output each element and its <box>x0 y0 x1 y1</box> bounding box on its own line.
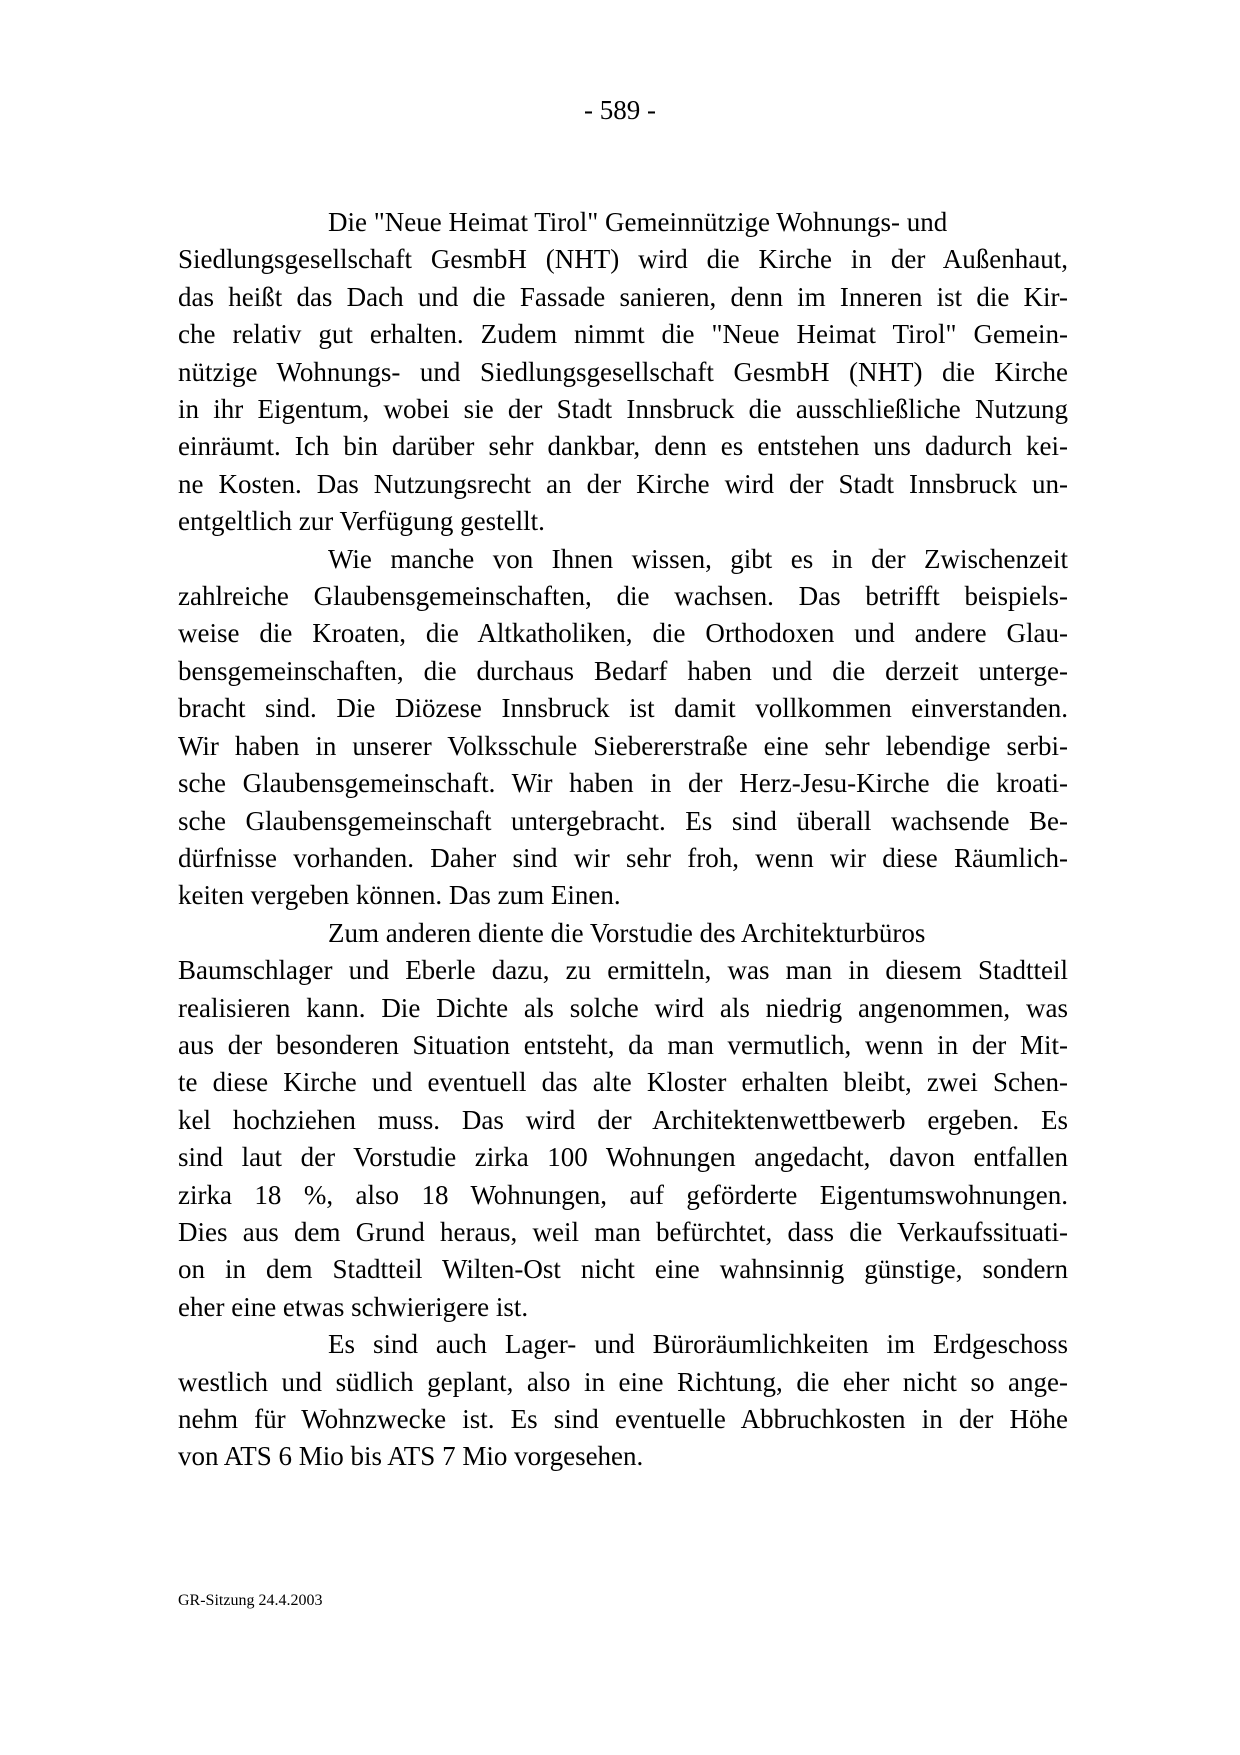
text-line: dürfnisse vorhanden. Daher sind wir sehr froh, wenn wir diese Räumlich- <box>178 842 1068 873</box>
text-line: einräumt. Ich bin darüber sehr dankbar, denn es entstehen uns dadurch kei- <box>178 431 1068 462</box>
text-line: ne Kosten. Das Nutzungsrecht an der Kirche wird der Stadt Innsbruck un- <box>178 468 1068 499</box>
text-line: entgeltlich zur Verfügung gestellt. <box>178 506 545 537</box>
text-line: sche Glaubensgemeinschaft. Wir haben in der Herz-Jesu-Kirche die kroati- <box>178 768 1068 799</box>
text-line: on in dem Stadtteil Wilten-Ost nicht eine wahnsinnig günstige, sondern <box>178 1254 1068 1285</box>
paragraph <box>178 204 1068 541</box>
text-line: kel hochziehen muss. Das wird der Architektenwettbewerb ergeben. Es <box>178 1104 1068 1135</box>
text-line: in ihr Eigentum, wobei sie der Stadt Innsbruck die ausschließliche Nutzung <box>178 394 1068 425</box>
page-number: - 589 - <box>584 95 656 125</box>
text-line: zahlreiche Glaubensgemeinschaften, die wachsen. Das betrifft beispiels- <box>178 581 1068 612</box>
text-line: aus der besonderen Situation entsteht, da man vermutlich, wenn in der Mit- <box>178 1029 1068 1060</box>
text-line: eher eine etwas schwierigere ist. <box>178 1291 529 1322</box>
text-line: Baumschlager und Eberle dazu, zu ermitteln, was man in diesem Stadtteil <box>178 955 1068 986</box>
paragraph <box>178 915 1068 1326</box>
text-line: Siedlungsgesellschaft GesmbH (NHT) wird die Kirche in der Außenhaut, <box>178 244 1068 275</box>
text-line: Wie manche von Ihnen wissen, gibt es in der Zwischenzeit <box>328 543 1068 574</box>
text-line: zirka 18 %, also 18 Wohnungen, auf geförderte Eigentumswohnungen. <box>178 1179 1068 1210</box>
text-line: realisieren kann. Die Dichte als solche wird als niedrig angenommen, was <box>178 992 1068 1023</box>
text-line: weise die Kroaten, die Altkatholiken, die Orthodoxen und andere Glau- <box>178 618 1068 649</box>
text-line: Zum anderen diente die Vorstudie des Architekturbüros <box>328 917 926 948</box>
text-line: von ATS 6 Mio bis ATS 7 Mio vorgesehen. <box>178 1441 644 1472</box>
text-line: che relativ gut erhalten. Zudem nimmt die "Neue Heimat Tirol" Gemein- <box>178 319 1068 350</box>
text-line: Wir haben in unserer Volksschule Siebererstraße eine sehr lebendige serbi- <box>178 730 1068 761</box>
text-line: nehm für Wohnzwecke ist. Es sind eventuelle Abbruchkosten in der Höhe <box>178 1404 1068 1434</box>
text-line: das heißt das Dach und die Fassade sanieren, denn im Inneren ist die Kir- <box>178 281 1068 312</box>
text-line: bracht sind. Die Diözese Innsbruck ist damit vollkommen einverstanden. <box>178 693 1068 724</box>
body-text <box>178 204 1068 1476</box>
footer-session-date: GR-Sitzung 24.4.2003 <box>178 1592 323 1609</box>
text-line: keiten vergeben können. Das zum Einen. <box>178 880 621 911</box>
paragraph <box>178 541 1068 915</box>
paragraph <box>178 1326 1068 1476</box>
text-line: sind laut der Vorstudie zirka 100 Wohnungen angedacht, davon entfallen <box>178 1142 1068 1173</box>
text-line: nützige Wohnungs- und Siedlungsgesellschaft GesmbH (NHT) die Kirche <box>178 356 1068 387</box>
text-line: Es sind auch Lager- und Büroräumlichkeiten im Erdgeschoss <box>328 1329 1068 1360</box>
text-line: bensgemeinschaften, die durchaus Bedarf haben und die derzeit unterge- <box>178 655 1068 686</box>
text-line: Dies aus dem Grund heraus, weil man befürchtet, dass die Verkaufssituati- <box>178 1216 1068 1247</box>
text-line: sche Glaubensgemeinschaft untergebracht. Es sind überall wachsende Be- <box>178 805 1068 836</box>
text-line: westlich und südlich geplant, also in eine Richtung, die eher nicht so ange- <box>178 1366 1068 1397</box>
text-line: Die "Neue Heimat Tirol" Gemeinnützige Wohnungs- und <box>328 207 948 237</box>
text-line: te diese Kirche und eventuell das alte Kloster erhalten bleibt, zwei Schen- <box>178 1067 1068 1098</box>
